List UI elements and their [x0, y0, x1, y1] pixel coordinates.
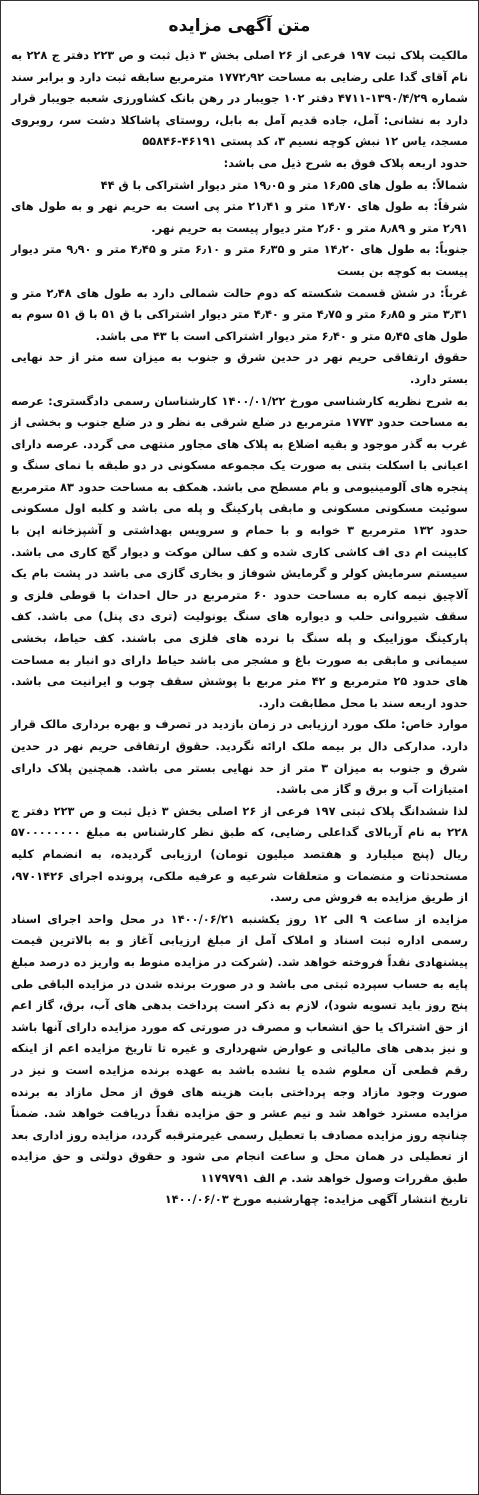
notice-title: متن آگهی مزایده — [168, 16, 311, 36]
notice-paragraph-auction-terms: مزایده از ساعت ۹ الی ۱۲ روز یکشنبه ۱۴۰۰/۰۶/۲۱ در محل واحد اجرای اسناد رسمی اداره ثبت اسناد و املاک آمل از مبلغ ارزیابی آغاز و به بالاترین قیمت پیشنهادی نقداً فروخته خواهد شد. (شرکت در مزایده منوط به واریز ده درصد مبلغ پایه به حساب سپرده ثبتی می باشد و در صورت برنده شدن در مزایده الباقی طی پنج روز باید تسویه شود)، لازم به ذکر است پرداخت بدهی های آب، برق، گاز اعم از حق اشتراک یا حق انشعاب و مصرف در صورتی که مورد مزایده دارای آنها باشد و نیز بدهی های مالیاتی و عوارض شهرداری و غیره تا تاریخ مزایده اعم از اینکه رقم قطعی آن معلوم شده یا نشده باشد به عهده برنده مزایده است و نیز در صورت وجود مازاد وجه پرداختی بابت هزینه های فوق از محل مازاد به برنده مزایده مسترد خواهد شد و نیم عشر و حق مزایده نقداً دریافت خواهد شد. ضمناً چنانچه روز مزایده مصادف با تعطیل رسمی غیرمترقبه گردد، مزایده روز اداری بعد از تعطیلی در همان محل و ساعت انجام می شود و حقوق دولتی و حق مزایده طبق مقررات وصول خواهد شد. م الف ۱۱۷۹۷۹۱ — [11, 911, 469, 1185]
notice-paragraph-west: غرباً: در شش قسمت شکسته که دوم حالت شمالی دارد به طول های ۲٫۴۸ متر و ۳٫۳۱ متر و ۶٫۸۵ متر و ۴٫۷۵ متر و ۴٫۴۰ متر دیوار اشتراکی با ق ۵۱ با ق ۵۱ سوم به طول های ۵٫۴۵ متر و ۶٫۴۰ متر دیوار اشتراکی است با ۴۳ می باشد. — [11, 285, 469, 343]
publication-date: تاریخ انتشار آگهی مزایده: چهارشنبه مورخ ۱۴۰۰/۰۶/۰۳ — [164, 1192, 468, 1207]
notice-paragraph-boundaries-heading: حدود اربعه پلاک فوق به شرح ذیل می باشد: — [223, 155, 468, 170]
notice-paragraph-north: شمالاً: به طول های ۱۶٫۵۵ متر و ۱۹٫۰۵ متر دیوار اشتراکی با ق ۴۴ — [100, 177, 468, 192]
notice-paragraph-east: شرقاً: به طول های ۱۴٫۷۰ متر و ۲۱٫۴۱ متر پی است به حریم نهر و به طول های ۲٫۹۱ متر و ۸٫۸۹ متر و ۲٫۶۰ متر دیوار پیست به حریم نهر. — [11, 199, 469, 235]
notice-paragraph-sale: لذا ششدانگ پلاک ثبتی ۱۹۷ فرعی از ۲۶ اصلی بخش ۳ ذیل ثبت و ص ۲۲۳ دفتر ج ۲۲۸ به نام آربالای گداعلی رضایی، که طبق نظر کارشناس به مبلغ ۵۷۰۰۰۰۰۰۰۰ ریال (پنج میلیارد و هفتصد میلیون تومان) ارزیابی گردیده، به انضمام کلیه مستحدثات و منضمات و متعلقات شرعیه و عرفیه ملکی، پرونده اجرای ۹۷۰۱۴۲۶، از طریق مزایده به فروش می رسد. — [11, 803, 468, 905]
notice-paragraph-easement: حقوق ارتفاقی حریم نهر در حدین شرق و جنوب به میزان سه متر از حد نهایی بستر دارد. — [11, 350, 468, 386]
notice-paragraph-ownership: مالکیت پلاک ثبت ۱۹۷ فرعی از ۲۶ اصلی بخش ۳ ذیل ثبت و ص ۲۲۳ دفتر ج ۲۲۸ به نام آقای گدا علی رضایی به مساحت ۱۷۷۲٫۹۲ مترمربع سابقه ثبت دارد و برابر سند شماره ۱۳۹۰/۴/۲۹-۴۷۱۱ دفتر ۱۰۲ جویبار در رهن بانک کشاورزی شعبه جویبار قرار دارد به نشانی: آمل، جاده قدیم آمل به بابل، روستای پاشاکلا دشت سر، روبروی مسجد، یاس ۱۲ نبش کوچه نسیم ۳، کد پستی ۴۶۱۹۱-۵۵۸۴۶ — [11, 48, 468, 149]
notice-body — [11, 45, 468, 1189]
notice-paragraph-south: جنوباً: به طول های ۱۴٫۲۰ متر و ۶٫۳۵ متر و ۶٫۱۰ متر و ۴٫۴۵ متر و ۹٫۹۰ متر دیوار پیست به کوچه بن بست — [11, 242, 469, 278]
notice-paragraph-expert-opinion: به شرح نظریه کارشناسی مورخ ۱۴۰۰/۰۱/۲۲ کارشناسان رسمی دادگستری: عرصه به مساحت حدود ۱۷۷۳ مترمربع در ضلع شرقی به نظر و در ضلع جنوب و بخشی از غرب به گذر موجود و بقیه اضلاع به پلاک های مجاور منتهی می گردد. عرصه دارای اعیانی با اسکلت بتنی به صورت یک مجموعه مسکونی در دو طبقه با نمای سنگ و پنجره های آلومینیومی و بام مسطح می باشد. همکف به مساحت حدود ۸۳ مترمربع سوئیت مسکونی مسکونی و مابقی پارکینگ و پله می باشد و کلبه اول مسکونی حدود ۱۳۲ مترمربع ۳ خوابه و با حمام و سرویس بهداشتی و آشپزخانه اپن با کابینت ام دی اف کاشی کاری شده و کف سالن موکت و دیوار گچ کاری می باشد. سیستم سرمایش کولر و گرمایش شوفاژ و بخاری گازی می باشد در پشت بام یک آلاچیق نیمه کاره به مساحت حدود ۶۰ مترمربع در حال احداث با قوطی فلزی و سقف شیروانی حلب و دیواره های سنگ یونولیت (تری دی پنل) می باشد. کف پارکینگ موزاییک و پله سنگ با نرده های فلزی می باشند. کف حیاط، بخشی سیمانی و مابقی به صورت باغ و مشجر می باشد حیاط دارای دو انبار به مساحت های حدود ۲۵ مترمربع و ۴۲ متر مربع با پوشش سقف چوب و ایرانیت می باشد. حدود اربعه سند با محل مطابقت دارد. — [11, 393, 469, 710]
notice-paragraph-special-cases: موارد خاص: ملک مورد ارزیابی در زمان بازدید در تصرف و بهره برداری مالک قرار دارد. مدارکی دال بر بیمه ملک ارائه نگردید. حقوق ارتفاقی حریم نهر در حدین شرق و جنوب به میزان ۳ متر از حد نهایی بستر می باشد. همچنین پلاک دارای امتیازات آب و برق و گاز می باشد. — [11, 717, 468, 797]
